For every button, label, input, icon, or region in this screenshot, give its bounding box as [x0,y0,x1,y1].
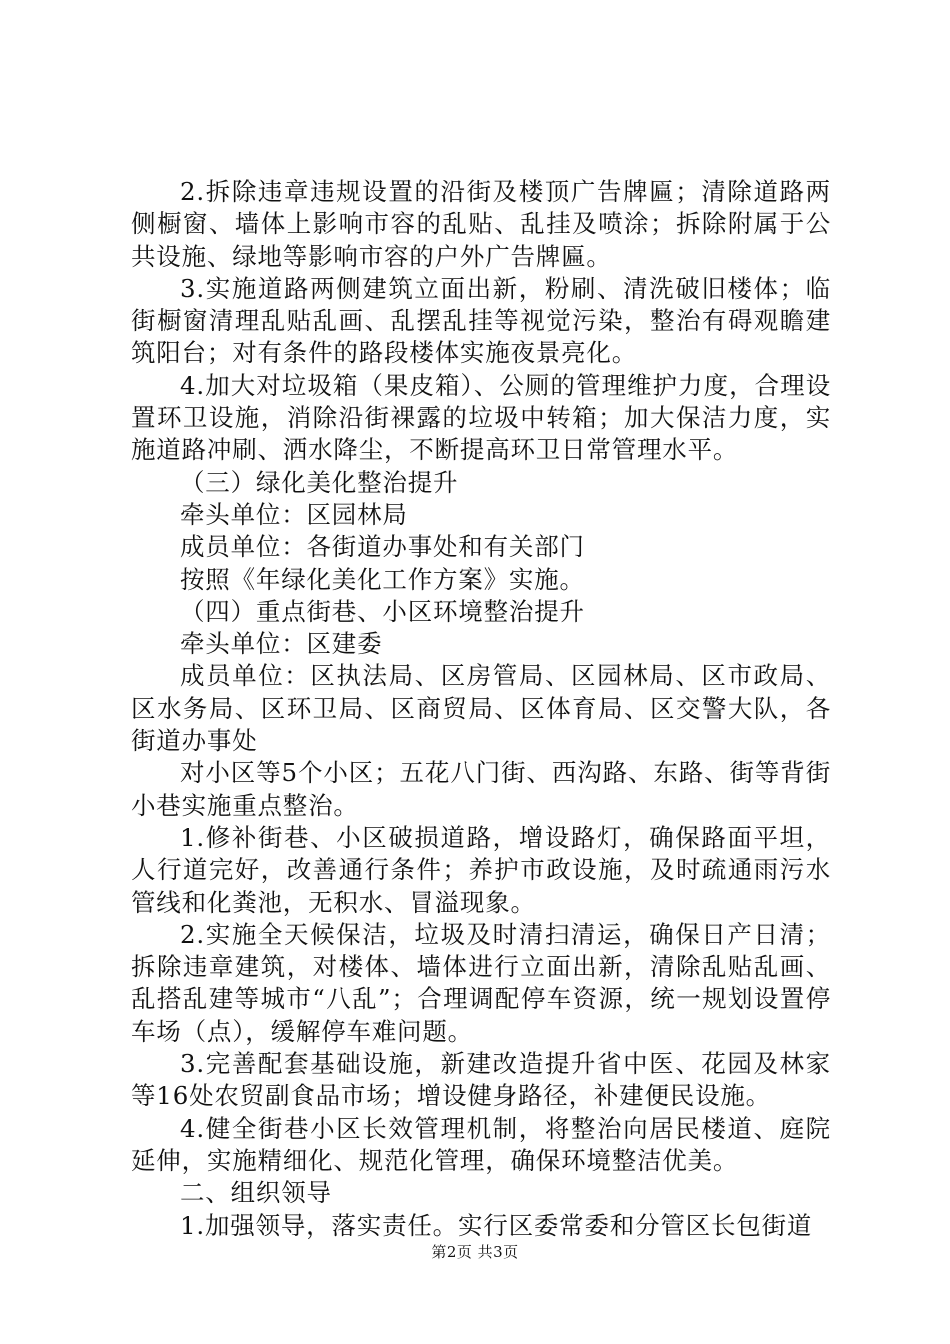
paragraph-long-term-mechanism: 4.健全街巷小区长效管理机制，将整治向居民楼道、庭院延伸，实施精细化、规范化管理，确保环境整洁优美。 [131,1113,831,1175]
paragraph-demolish-billboards: 2.拆除违章违规设置的沿街及楼顶广告牌匾；清除道路两侧橱窗、墙体上影响市容的乱贴、乱挂及喷涂；拆除附属于公共设施、绿地等影响市容的户外广告牌匾。 [131,177,831,271]
member-units-streets: 成员单位：区执法局、区房管局、区园林局、区市政局、区水务局、区环卫局、区商贸局、区体育局、区交警大队，各街道办事处 [131,661,831,756]
paragraph-leadership: 1.加强领导，落实责任。实行区委常委和分管区长包街道 [180,1210,813,1240]
paragraph-greening-plan: 按照《年绿化美化工作方案》实施。 [180,564,585,594]
page-number-footer: 第2页 共3页 [431,1243,519,1261]
lead-unit-streets: 牵头单位：区建委 [180,629,383,659]
member-units-greening: 成员单位：各街道办事处和有关部门 [180,532,585,562]
section-heading-streets: （四）重点街巷、小区环境整治提升 [180,596,585,626]
paragraph-all-weather-cleaning: 2.实施全天候保洁，垃圾及时清扫清运，确保日产日清；拆除违章建筑，对楼体、墙体进行立面出新，清除乱贴乱画、乱搭乱建等城市“八乱”；合理调配停车资源，统一规划设置停车场（点），缓解停车难问题。 [131,919,831,1046]
paragraph-facade-renovation: 3.实施道路两侧建筑立面出新，粉刷、清洗破旧楼体；临街橱窗清理乱贴乱画、乱摆乱挂等视觉污染，整治有碍观瞻建筑阳台；对有条件的路段楼体实施夜景亮化。 [131,273,831,368]
section-heading-greening: （三）绿化美化整治提升 [180,467,459,497]
paragraph-sanitation-management: 4.加大对垃圾箱（果皮箱）、公厕的管理维护力度，合理设置环卫设施，消除沿街裸露的垃圾中转箱；加大保洁力度，实施道路冲刷、洒水降尘，不断提高环卫日常管理水平。 [131,370,831,465]
paragraph-infrastructure: 3.完善配套基础设施，新建改造提升省中医、花园及林家等16处农贸副食品市场；增设健身路径，补建便民设施。 [131,1049,831,1111]
section-heading-organization: 二、组织领导 [180,1178,332,1208]
lead-unit-greening: 牵头单位：区园林局 [180,499,408,529]
paragraph-key-areas: 对小区等5个小区；五花八门街、西沟路、东路、街等背街小巷实施重点整治。 [131,758,831,820]
document-body [131,176,831,1242]
paragraph-road-repair: 1.修补街巷、小区破损道路，增设路灯，确保路面平坦，人行道完好，改善通行条件；养护市政设施，及时疏通雨污水管线和化粪池，无积水、冒溢现象。 [131,822,831,917]
